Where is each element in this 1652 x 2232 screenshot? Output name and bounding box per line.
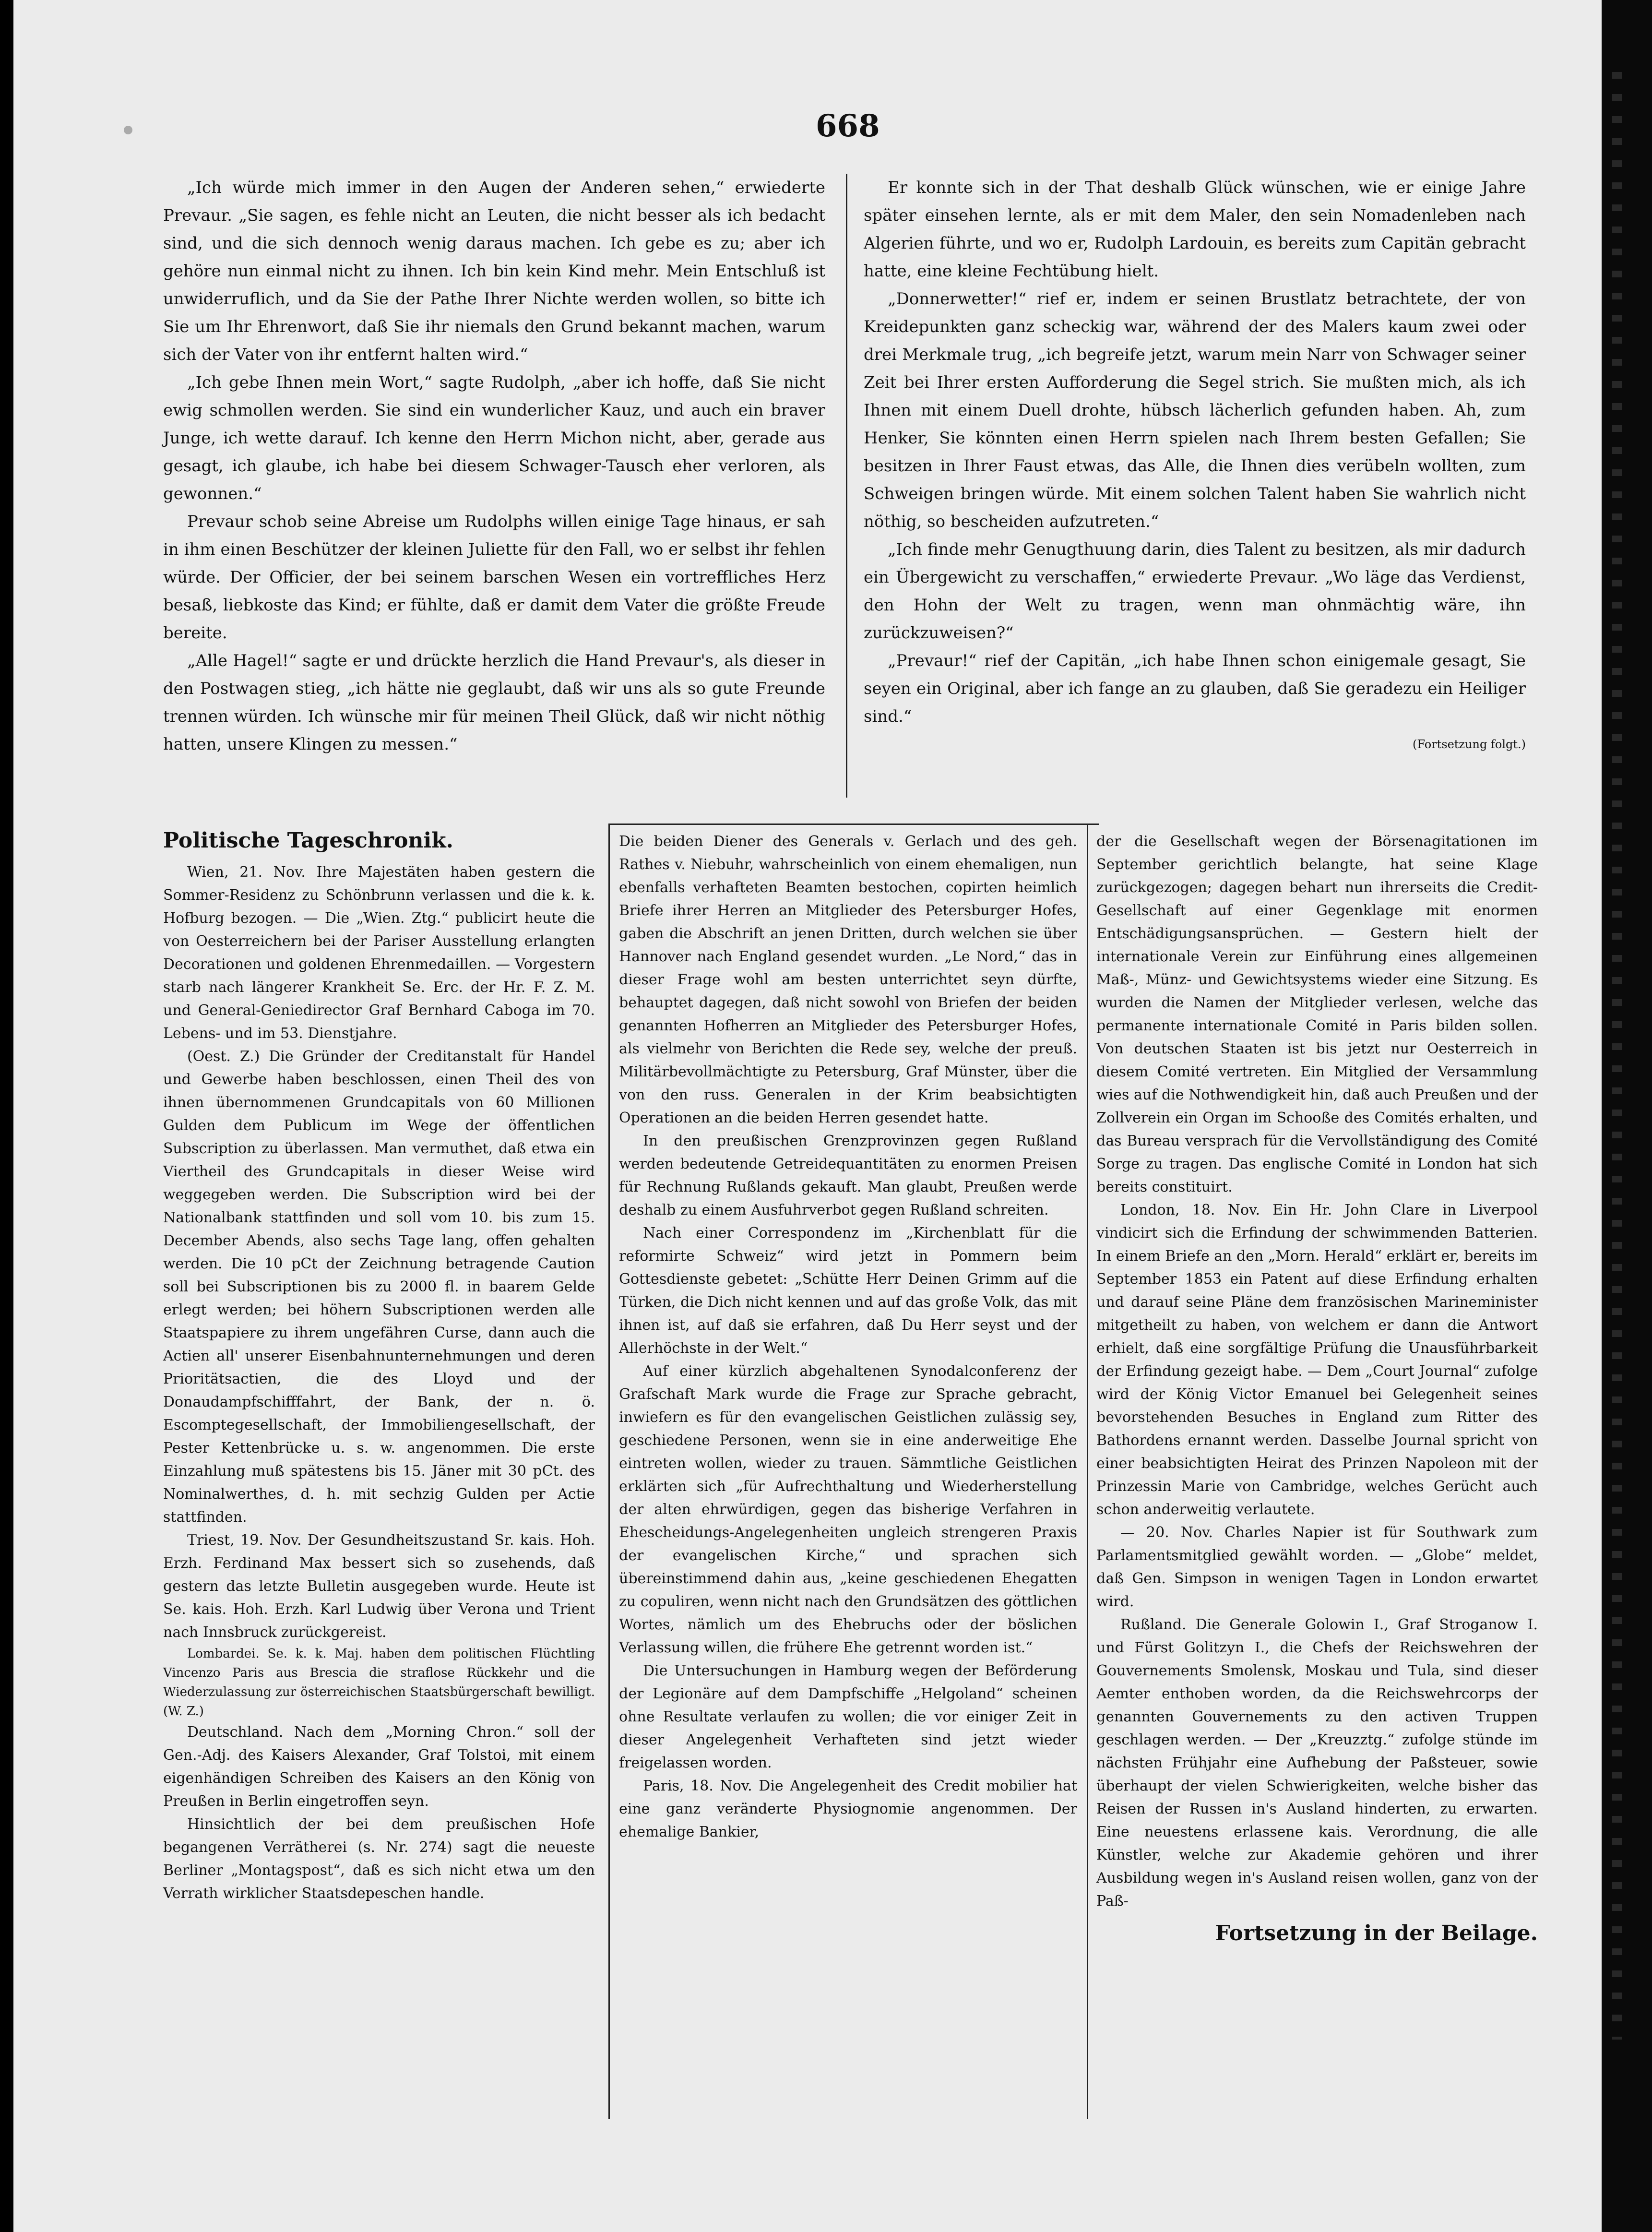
serial-paragraph: „Donnerwetter!“ rief er, indem er seinen Brustlatz betrachtete, der von Kreidepunkten ganz scheckig war, während der des Malers kaum zwei oder drei Merkmale trug, „ich begreife jetzt, warum mein Narr von Schwager seiner Zeit bei Ihrer ersten Aufforderung die Segel strich. Sie mußten mich, als ich Ihnen mit einem Duell drohte, hübsch lächerlich gefunden haben. Ah, zum Henker, Sie könnten einen Herrn spielen nach Ihrem besten Gefallen; Sie besitzen in Ihrer Faust etwas, das Alle, die Ihnen dies verübeln wollten, zum Schweigen bringen würde. Mit einem solchen Talent haben Sie wahrlich nicht nöthig, so bescheiden aufzutreten.“ bbox=[864, 289, 1526, 531]
serial-continuation: (Fortsetzung folgt.) bbox=[1413, 738, 1526, 751]
chronicle-column-2 bbox=[619, 830, 1077, 1844]
serial-column-rule bbox=[846, 174, 847, 798]
serial-left-column bbox=[163, 174, 825, 758]
news-item: Triest, 19. Nov. Der Gesundheitszustand Sr. kais. Hoh. Erzh. Ferdinand Max bessert sich so zusehends, daß gestern das letzte Bulletin ausgegeben wurde. Heute ist Se. kais. Hoh. Erzh. Karl Ludwig über Verona und Trient nach Innsbruck zurückgereist. bbox=[163, 1532, 595, 1641]
page-number: 668 bbox=[816, 108, 880, 144]
scan-speck bbox=[124, 126, 132, 134]
chronicle-column-rule-1 bbox=[608, 824, 610, 2119]
serial-paragraph: „Ich finde mehr Genugthuung darin, dies Talent zu besitzen, als mir dadurch ein Übergewicht zu verschaffen,“ erwiederte Prevaur. „Wo läge das Verdienst, den Hohn der Welt zu tragen, wenn man ohnmächtig wäre, ihn zurückzuweisen?“ bbox=[864, 540, 1526, 643]
scan-edge bbox=[1602, 0, 1652, 2232]
binding-edge-marks bbox=[1612, 72, 1622, 2040]
chronicle-column-rule-2 bbox=[1087, 824, 1088, 2119]
news-item: Nach einer Correspondenz im „Kirchenblatt für die reformirte Schweiz“ wird jetzt in Pommern beim Gottesdienste gebetet: „Schütte Herr Deinen Grimm auf die Türken, die Dich nicht kennen und auf das große Volk, das mit ihnen ist, auf daß sie erfahren, daß Du Herr seyst und der Allerhöchste in der Welt.“ bbox=[619, 1225, 1077, 1357]
section-divider bbox=[609, 824, 1099, 825]
news-item: der die Gesellschaft wegen der Börsenagitationen im September gerichtlich belangte, hat seine Klage zurückgezogen; dagegen behart nun ihrerseits die Credit-Gesellschaft auf einer Gegenklage mit enormen Entschädigungsansprüchen. — Gestern hielt der internationale Verein zur Einführung eines allgemeinen Maß-, Münz- und Gewichtsystems wieder eine Sitzung. Es wurden die Namen der Mitglieder verlesen, welche das permanente internationale Comité in Paris bilden sollen. Von deutschen Staaten ist bis jetzt nur Oesterreich in diesem Comité vertreten. Ein Mitglied der Versammlung wies auf die Nothwendigkeit hin, daß auch Preußen und der Zollverein ein Organ im Schooße des Comités erhalten, und das Bureau versprach für die Vervollständigung des Comité Sorge zu tragen. Das englische Comité in London hat sich bereits constituirt. bbox=[1096, 833, 1538, 1195]
news-item: Auf einer kürzlich abgehaltenen Synodalconferenz der Grafschaft Mark wurde die Frage zur Sprache gebracht, inwiefern es für den evangelischen Geistlichen zulässig sey, geschiedene Personen, wenn sie in eine anderweitige Ehe eintreten wollen, wieder zu trauen. Sämmtliche Geistlichen erklärten sich „für Aufrechthaltung und Wiederherstellung der alten ehrwürdigen, gegen das bisherige Verfahren in Ehescheidungs-Angelegenheiten ungleich strengeren Praxis der evangelischen Kirche,“ und sprachen sich übereinstimmend dahin aus, „keine geschiedenen Ehegatten zu copuliren, wenn nicht nach den Grundsätzen des göttlichen Wortes, nämlich um des Ehebruchs oder der böslichen Verlassung willen, die frühere Ehe getrennt worden ist.“ bbox=[619, 1363, 1077, 1656]
news-item: Hinsichtlich der bei dem preußischen Hofe begangenen Verrätherei (s. Nr. 274) sagt die neueste Berliner „Montagspost“, daß es sich nicht etwa um den Verrath wirklicher Staatsdepeschen handle. bbox=[163, 1816, 595, 1902]
chronicle-column-1 bbox=[163, 824, 595, 1905]
news-item: — 20. Nov. Charles Napier ist für Southwark zum Parlamentsmitglied gewählt worden. — „Globe“ meldet, daß Gen. Simpson in wenigen Tagen in London erwartet wird. bbox=[1096, 1524, 1538, 1610]
serial-paragraph: „Alle Hagel!“ sagte er und drückte herzlich die Hand Prevaur's, als dieser in den Postwagen stieg, „ich hätte nie geglaubt, daß wir uns als so gute Freunde trennen würden. Ich wünsche mir für meinen Theil Glück, daß wir nicht nöthig hatten, unsere Klingen zu messen.“ bbox=[163, 651, 825, 754]
news-item: (Oest. Z.) Die Gründer der Creditanstalt für Handel und Gewerbe haben beschlossen, einen Theil des von ihnen übernommenen Grundcapitals von 60 Millionen Gulden dem Publicum im Wege der öffentlichen Subscription zu überlassen. Man vermuthet, daß etwa ein Viertheil des Grundcapitals in dieser Weise wird weggegeben werden. Die Subscription wird bei der Nationalbank stattfinden und soll vom 10. bis zum 15. December Abends, also sechs Tage lang, offen gehalten werden. Die 10 pCt der Zeichnung betragende Caution soll bei Subscriptionen bis zu 2000 fl. in baarem Gelde erlegt werden; bei höhern Subscriptionen werden alle Staatspapiere zu ihrem ungefähren Curse, dann auch die Actien all' unserer Eisenbahnunternehmungen und deren Prioritätsactien, die des Lloyd und der Donaudampfschifffahrt, der Bank, der n. ö. Escomptegesellschaft, der Immobiliengesellschaft, der Pester Kettenbrücke u. s. w. angenommen. Die erste Einzahlung muß spätestens bis 15. Jäner mit 30 pCt. des Nominalwerthes, d. h. mit sechzig Gulden per Actie stattfinden. bbox=[163, 1048, 595, 1526]
serial-right-column bbox=[864, 174, 1526, 758]
serial-paragraph: Er konnte sich in der That deshalb Glück wünschen, wie er einige Jahre später einsehen lernte, als er mit dem Maler, den sein Nomadenleben nach Algerien führte, und wo er, Rudolph Lardouin, es bereits zum Capitän gebracht hatte, eine kleine Fechtübung hielt. bbox=[864, 178, 1526, 281]
news-item: Die Untersuchungen in Hamburg wegen der Beförderung der Legionäre auf dem Dampfschiffe „Helgoland“ scheinen ohne Resultate verlaufen zu wollen; die vor einiger Zeit in dieser Angelegenheit Verhafteten sind jetzt wieder freigelassen worden. bbox=[619, 1662, 1077, 1771]
news-item: Deutschland. Nach dem „Morning Chron.“ soll der Gen.-Adj. des Kaisers Alexander, Graf Tolstoi, mit einem eigenhändigen Schreiben des Kaisers an den König von Preußen in Berlin eingetroffen seyn. bbox=[163, 1724, 595, 1810]
news-item: Paris, 18. Nov. Die Angelegenheit des Credit mobilier hat eine ganz veränderte Physiognomie angenommen. Der ehemalige Bankier, bbox=[619, 1778, 1077, 1840]
chronicle-title: Politische Tageschronik. bbox=[163, 828, 453, 853]
news-item: Wien, 21. Nov. Ihre Majestäten haben gestern die Sommer-Residenz zu Schönbrunn verlassen und die k. k. Hofburg bezogen. — Die „Wien. Ztg.“ publicirt heute die von Oesterreichern bei der Pariser Ausstellung erlangten Decorationen und goldenen Ehrenmedaillen. — Vorgestern starb nach längerer Krankheit Se. Erc. der Hr. F. Z. M. und General-Geniedirector Graf Bernhard Caboga im 70. Lebens- und im 53. Dienstjahre. bbox=[163, 864, 595, 1042]
news-item: London, 18. Nov. Ein Hr. John Clare in Liverpool vindicirt sich die Erfindung der schwimmenden Batterien. In einem Briefe an den „Morn. Herald“ erklärt er, bereits im September 1853 ein Patent auf diese Erfindung erhalten und darauf seine Pläne dem französischen Marineminister mitgetheilt zu haben, von welchem er dann die Antwort erhielt, daß eine sorgfältige Prüfung die Unausführbarkeit der Erfindung gezeigt habe. — Dem „Court Journal“ zufolge wird der König Victor Emanuel bei Gelegenheit seines bevorstehenden Besuches in England zum Ritter des Bathordens ernannt werden. Dasselbe Journal spricht von einer beabsichtigten Heirat des Prinzen Napoleon mit der Prinzessin Marie von Cambridge, welches Gerücht auch schon anderweitig verlautete. bbox=[1096, 1202, 1538, 1518]
serial-paragraph: Prevaur schob seine Abreise um Rudolphs willen einige Tage hinaus, er sah in ihm einen Beschützer der kleinen Juliette für den Fall, wo er selbst ihr fehlen würde. Der Officier, der bei seinem barschen Wesen ein vortreffliches Herz besaß, liebkoste das Kind; er fühlte, daß er damit dem Vater die größte Freude bereite. bbox=[163, 512, 825, 643]
serial-paragraph: „Ich würde mich immer in den Augen der Anderen sehen,“ erwiederte Prevaur. „Sie sagen, es fehle nicht an Leuten, die nicht besser als ich bedacht sind, und die sich dennoch wenig daraus machen. Ich gebe es zu; aber ich gehöre nun einmal nicht zu ihnen. Ich bin kein Kind mehr. Mein Entschluß ist unwiderruflich, und da Sie der Pathe Ihrer Nichte werden wollen, so bitte ich Sie um Ihr Ehrenwort, daß Sie ihr niemals den Grund bekannt machen, warum sich der Vater von ihr entfernt halten wird.“ bbox=[163, 178, 825, 364]
chronicle-column-3 bbox=[1096, 830, 1538, 1950]
news-item: Rußland. Die Generale Golowin I., Graf Stroganow I. und Fürst Golitzyn I., die Chefs der Reichswehren der Gouvernements Smolensk, Moskau und Tula, sind dieser Aemter enthoben worden, da die Reichswehrcorps der genannten Gouvernements zu den activen Truppen geschlagen werden. — Der „Kreuzztg.“ zufolge stünde im nächsten Frühjahr eine Aufhebung der Paßsteuer, sowie überhaupt der vielen Schwierigkeiten, welche bisher das Reisen der Russen in's Ausland hinderten, zu erwarten. Eine neuestens erlassene kais. Verordnung, die alle Künstler, welche zur Akademie gehören und ihrer Ausbildung wegen in's Ausland reisen wollen, ganz von der Paß- bbox=[1096, 1616, 1538, 1910]
serial-paragraph: „Ich gebe Ihnen mein Wort,“ sagte Rudolph, „aber ich hoffe, daß Sie nicht ewig schmollen werden. Sie sind ein wunderlicher Kauz, und auch ein braver Junge, ich wette darauf. Ich kenne den Herrn Michon nicht, aber, gerade aus gesagt, ich glaube, ich habe bei diesem Schwager-Tausch eher verloren, als gewonnen.“ bbox=[163, 373, 825, 503]
serial-paragraph: „Prevaur!“ rief der Capitän, „ich habe Ihnen schon einigemale gesagt, Sie seyen ein Original, aber ich fange an zu glauben, daß Sie geradezu ein Heiliger sind.“ bbox=[864, 651, 1526, 726]
news-item-small: Lombardei. Se. k. k. Maj. haben dem politischen Flüchtling Vincenzo Paris aus Brescia die straflose Rückkehr und die Wiederzulassung zur österreichischen Staatsbürgerschaft bewilligt. (W. Z.) bbox=[163, 1647, 595, 1719]
news-item: Die beiden Diener des Generals v. Gerlach und des geh. Rathes v. Niebuhr, wahrscheinlich von einem ehemaligen, nun ebenfalls verhafteten Beamten bestochen, copirten heimlich Briefe ihrer Herren an Mitglieder des Petersburger Hofes, gaben die Abschrift an jenen Dritten, durch welchen sie über Hannover nach England gesendet wurden. „Le Nord,“ das in dieser Frage wohl am besten unterrichtet seyn dürfte, behauptet dagegen, daß nicht sowohl von Briefen der beiden genannten Hofherren an Mitglieder des Petersburger Hofes, als vielmehr von Berichten die Rede sey, welche der preuß. Militärbevollmächtigte zu Petersburg, Graf Münster, über die von den russ. Generalen in der Krim beabsichtigten Operationen an die beiden Herren gesendet hatte. bbox=[619, 833, 1077, 1126]
continued-in-supplement: Fortsetzung in der Beilage. bbox=[1215, 1921, 1538, 1946]
news-item: In den preußischen Grenzprovinzen gegen Rußland werden bedeutende Getreidequantitäten zu enormen Preisen für Rechnung Rußlands gekauft. Man glaubt, Preußen werde deshalb zu einem Ausfuhrverbot gegen Rußland schreiten. bbox=[619, 1133, 1077, 1218]
